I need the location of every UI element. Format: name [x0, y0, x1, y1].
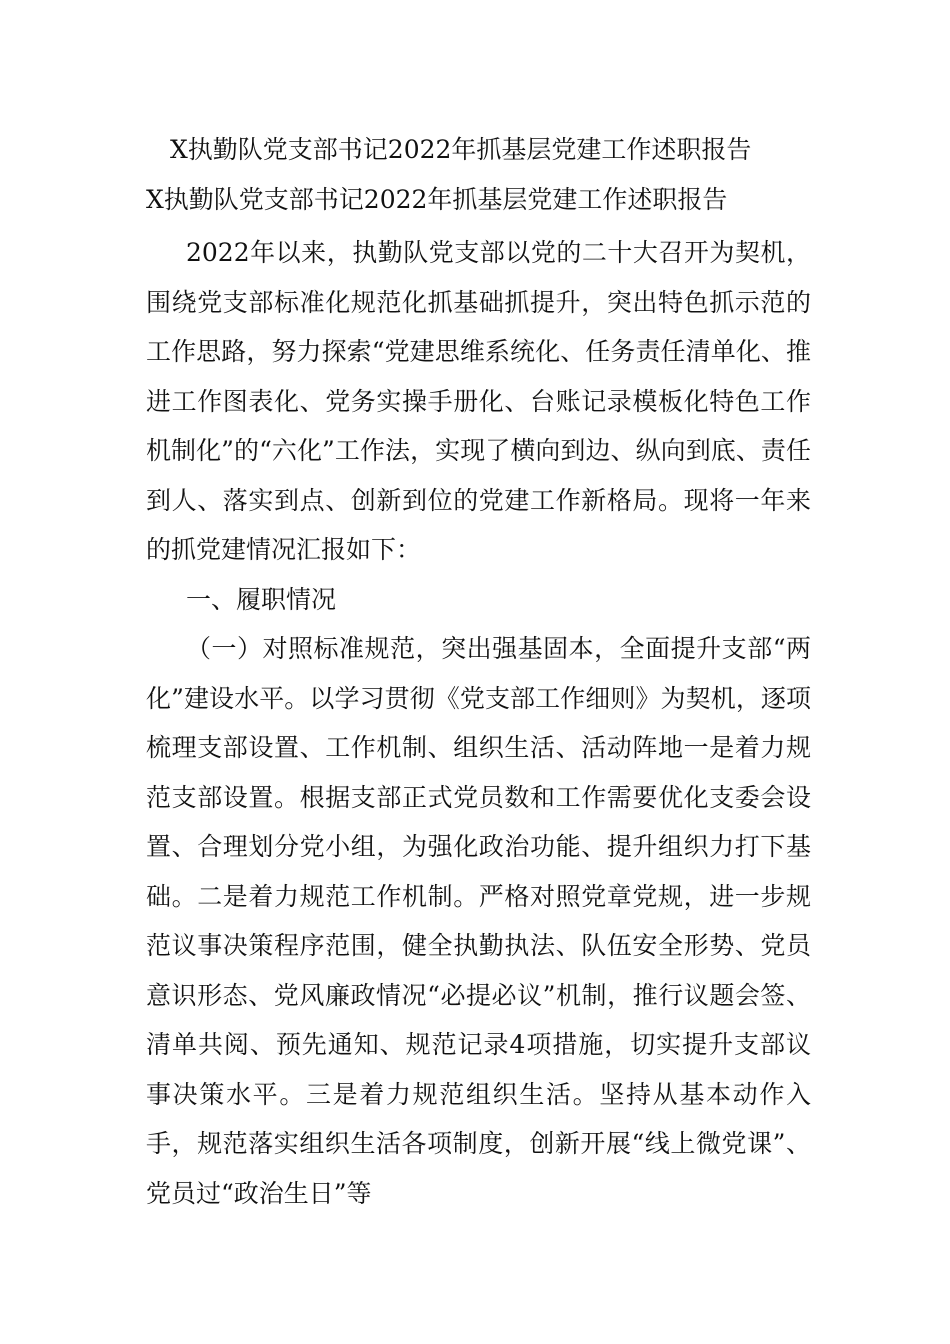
- document-body: [146, 228, 811, 1218]
- document-subtitle: X执勤队党支部书记2022年抓基层党建工作述职报告: [146, 185, 728, 214]
- document-title: X执勤队党支部书记2022年抓基层党建工作述职报告: [170, 135, 752, 164]
- intro-paragraph: 2022年以来，执勤队党支部以党的二十大召开为契机，围绕党支部标准化规范化抓基础抓提升，突出特色抓示范的工作思路，努力探索“党建思维系统化、任务责任清单化、推进工作图表化、党务实操手册化、台账记录模板化特色工作机制化”的“六化”工作法，实现了横向到边、纵向到底、责任到人、落实到点、创新到位的党建工作新格局。现将一年来的抓党建情况汇报如下：: [146, 238, 811, 564]
- section-paragraph: （一）对照标准规范，突出强基固本，全面提升支部“两化”建设水平。以学习贯彻《党支部工作细则》为契机，逐项梳理支部设置、工作机制、组织生活、活动阵地一是着力规范支部设置。根据支部正式党员数和工作需要优化支委会设置、合理划分党小组，为强化政治功能、提升组织力打下基础。二是着力规范工作机制。严格对照党章党规，进一步规范议事决策程序范围，健全执勤执法、队伍安全形势、党员意识形态、党风廉政情况“必提必议”机制，推行议题会签、清单共阅、预先通知、规范记录4项措施，切实提升支部议事决策水平。三是着力规范组织生活。坚持从基本动作入手，规范落实组织生活各项制度，创新开展“线上微党课”、党员过“政治生日”等: [146, 634, 811, 1208]
- section-heading: 一、履职情况: [186, 584, 337, 614]
